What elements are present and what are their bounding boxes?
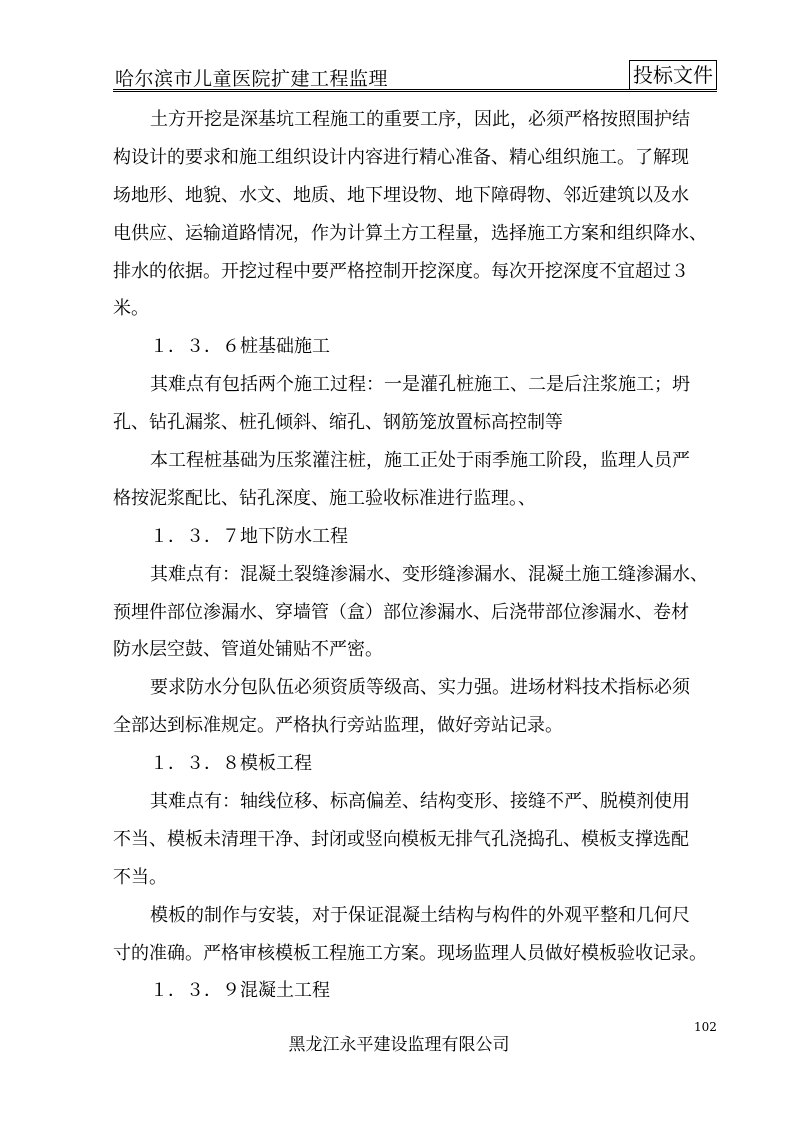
body-line: 格按泥浆配比、钻孔深度、施工验收标准进行监理。、 <box>113 487 536 509</box>
section-heading: １．３．８模板工程 <box>150 753 312 775</box>
body-line: 要求防水分包队伍必须资质等级高、实力强。进场材料技术指标必须 <box>150 677 690 699</box>
body-line: 不当、模板未清理干净、封闭或竖向模板无排气孔浇捣孔、模板支撑选配 <box>113 828 689 850</box>
footer-company: 黑龙江永平建设监理有限公司 <box>288 1035 510 1055</box>
body-line: 本工程桩基础为压浆灌注桩，施工正处于雨季施工阶段，监理人员严 <box>150 450 690 472</box>
body-line: 构设计的要求和施工组织设计内容进行精心准备、精心组织施工。了解现 <box>113 146 689 168</box>
body-line: 其难点有包括两个施工过程：一是灌孔桩施工、二是后注浆施工；坍 <box>150 374 690 396</box>
body-line: 孔、钻孔漏浆、桩孔倾斜、缩孔、钢筋笼放置标高控制等 <box>113 412 563 434</box>
body-line: 模板的制作与安装，对于保证混凝土结构与构件的外观平整和几何尺 <box>150 904 690 926</box>
body-line: 防水层空鼓、管道处铺贴不严密。 <box>113 639 383 661</box>
page-header <box>113 58 717 92</box>
body-line: 全部达到标准规定。严格执行旁站监理，做好旁站记录。 <box>113 715 563 737</box>
body-line: 电供应、运输道路情况，作为计算土方工程量，选择施工方案和组织降水、 <box>113 222 707 244</box>
section-heading: １．３．６桩基础施工 <box>150 336 330 358</box>
document-body <box>113 101 719 1010</box>
header-badge: 投标文件 <box>629 60 717 90</box>
section-heading: １．３．９混凝土工程 <box>150 980 330 1002</box>
body-line: 其难点有：轴线位移、标高偏差、结构变形、接缝不严、脱模剂使用 <box>150 791 690 813</box>
page-number: 102 <box>694 1020 717 1034</box>
body-line: 场地形、地貌、水文、地质、地下埋设物、地下障碍物、邻近建筑以及水 <box>113 184 689 206</box>
section-heading: １．３．７地下防水工程 <box>150 525 348 547</box>
body-line: 不当。 <box>113 866 167 888</box>
body-line: 土方开挖是深基坑工程施工的重要工序，因此，必须严格按照围护结 <box>150 109 690 130</box>
header-rule <box>113 89 717 92</box>
body-line: 排水的依据。开挖过程中要严格控制开挖深度。每次开挖深度不宜超过３ <box>113 260 689 282</box>
body-line: 其难点有：混凝土裂缝渗漏水、变形缝渗漏水、混凝土施工缝渗漏水、 <box>150 563 708 585</box>
body-line: 寸的准确。严格审核模板工程施工方案。现场监理人员做好模板验收记录。 <box>113 942 707 964</box>
header-title: 哈尔滨市儿童医院扩建工程监理 <box>115 68 389 90</box>
body-line: 米。 <box>113 298 149 320</box>
body-line: 预埋件部位渗漏水、穿墙管（盒）部位渗漏水、后浇带部位渗漏水、卷材 <box>113 601 689 623</box>
